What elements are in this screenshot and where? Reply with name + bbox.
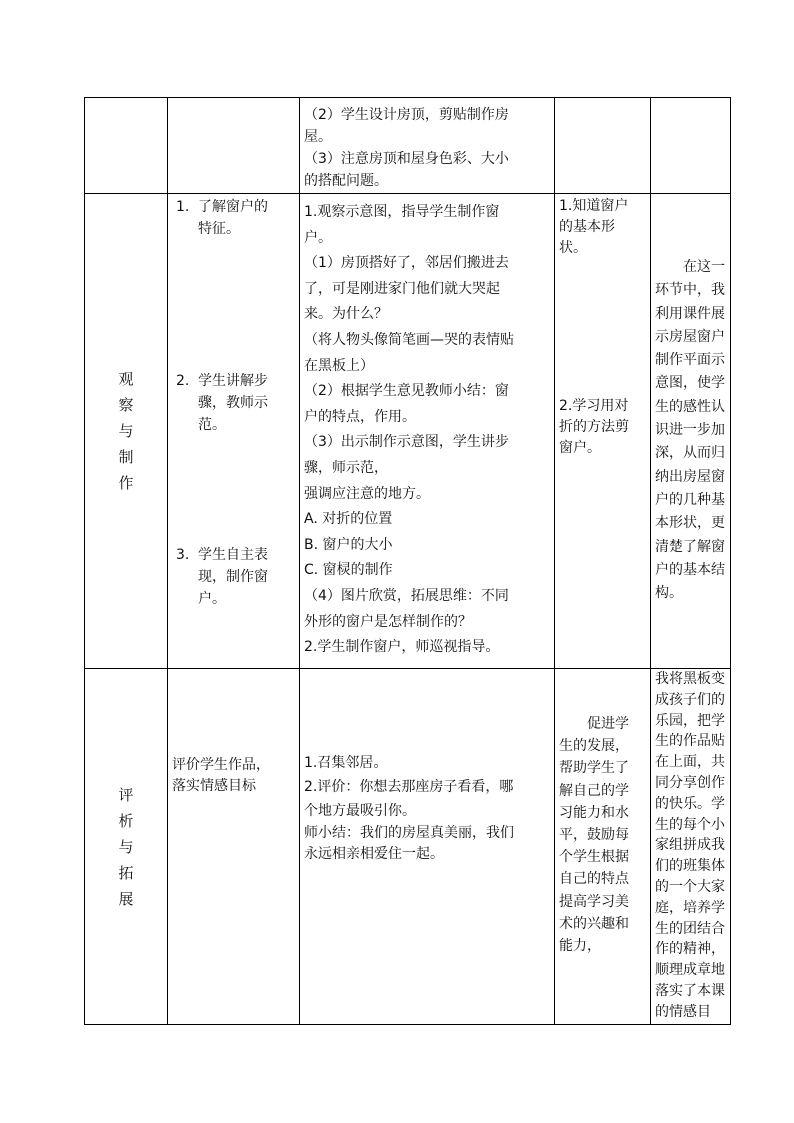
note-line: 生的团结合	[655, 920, 725, 937]
activity-line: 2.评价：你想去那座房子看看，哪	[304, 779, 514, 795]
activity-line: （2）根据学生意见教师小结：窗	[304, 383, 509, 400]
goal-line: 现，制作窗	[198, 569, 268, 585]
activity-line: C. 窗棂的制作	[304, 562, 393, 579]
intent-line: 1.知道窗户	[559, 198, 629, 214]
goal-item	[176, 370, 295, 436]
goal-line: 特征。	[198, 221, 240, 237]
activity-line: 的搭配问题。	[304, 173, 388, 189]
table-row	[85, 669, 731, 1025]
activity-line: B. 窗户的大小	[304, 536, 393, 553]
note-line: 的情感目	[655, 1003, 711, 1020]
note-line: 我将黑板变	[655, 671, 725, 687]
activity-line: 强调应注意的地方。	[304, 485, 430, 502]
section-title-char: 与	[118, 837, 134, 856]
note-line: 识进一步加	[655, 422, 725, 439]
intent-line: 提高学习美	[559, 893, 629, 910]
activity-line: 户。	[304, 229, 332, 246]
note-line: 本形状，更	[655, 515, 725, 532]
intent-line: 窗户。	[559, 440, 601, 456]
intent-item	[559, 196, 646, 259]
note-line: 清楚了解窗	[655, 538, 725, 555]
activity-line: 屋。	[304, 129, 332, 145]
notes-cell	[651, 98, 731, 194]
intent-line: 促进学	[587, 716, 629, 732]
activity-line: 个地方最吸引你。	[304, 803, 416, 819]
activity-line: （4）图片欣赏，拓展思维：不同	[304, 587, 509, 604]
activity-line: 1.召集邻居。	[304, 755, 388, 771]
intent-cell	[555, 669, 651, 1025]
intent-line: 术的兴趣和	[559, 915, 629, 932]
intent-item	[559, 396, 646, 459]
note-line: 在这一	[683, 259, 725, 275]
note-line: 意图，使学	[655, 375, 725, 392]
note-line: 家组拼成我	[655, 837, 725, 854]
table-row	[85, 98, 731, 194]
section-title-cell	[85, 194, 168, 669]
intent-line: 状。	[559, 240, 587, 256]
note-line: 在上面，共	[655, 754, 725, 771]
intent-line: 折的方法剪	[559, 419, 629, 435]
note-line: 利用课件展	[655, 305, 725, 322]
intent-line: 自己的特点	[559, 871, 629, 888]
activities-cell	[300, 98, 555, 194]
note-line: 成孩子们的	[655, 691, 725, 708]
activity-line: 在黑板上）	[304, 357, 374, 374]
note-line: 深，从而归	[655, 445, 725, 462]
note-line: 户的几种基	[655, 491, 725, 508]
note-line: 生的作品贴	[655, 733, 725, 750]
activities-cell	[300, 669, 555, 1025]
note-line: 纳出房屋窗	[655, 468, 725, 485]
note-line: 生的感性认	[655, 398, 725, 415]
intent-line: 帮助学生了	[559, 760, 629, 777]
note-line: 制作平面示	[655, 352, 725, 369]
activity-line: （3）出示制作示意图，学生讲步	[304, 434, 509, 451]
lesson-plan-table	[84, 97, 731, 1025]
goal-item	[176, 196, 295, 240]
goal-line: 学生自主表	[198, 547, 268, 563]
activity-line: （3）注意房顶和屋身色彩、大小	[304, 151, 509, 167]
goal-item	[176, 544, 295, 610]
section-title-char: 展	[118, 889, 134, 908]
activities-cell	[300, 194, 555, 669]
goal-line: 骤，教师示	[198, 395, 268, 411]
activity-line: 骤，师示范，	[304, 459, 388, 476]
section-cell	[85, 98, 168, 194]
activity-line: 师小结：我们的房屋真美丽，我们	[304, 825, 514, 841]
activity-line: 2.学生制作窗户，师巡视指导。	[304, 639, 500, 656]
section-title-char: 察	[118, 396, 134, 414]
goal-line: 评价学生作品，	[172, 757, 270, 773]
note-line: 户的基本结	[655, 561, 725, 578]
note-line: 环节中，我	[655, 282, 725, 299]
note-line: 示房屋窗户	[655, 328, 725, 345]
section-title-char: 制	[118, 448, 134, 466]
goal-number: 3.	[176, 547, 190, 563]
note-line: 的一个大家	[655, 878, 725, 895]
intent-cell	[555, 98, 651, 194]
intent-line: 习能力和水	[559, 804, 629, 821]
section-title-char: 析	[118, 811, 134, 830]
activity-line: 了，可是刚进家门他们就大哭起	[304, 280, 500, 297]
goal-number: 2.	[176, 373, 190, 389]
note-line: 作的精神，	[655, 941, 725, 958]
activity-line: （2）学生设计房顶，剪贴制作房	[304, 107, 509, 123]
notes-cell	[651, 194, 731, 669]
note-line: 顺理成章地	[655, 962, 725, 979]
activity-line: 永远相亲相爱住一起。	[304, 846, 444, 862]
goals-cell	[168, 98, 300, 194]
goal-line: 范。	[198, 417, 226, 433]
goal-line: 户。	[198, 591, 226, 607]
section-title-char: 与	[118, 422, 134, 440]
intent-line: 能力，	[559, 938, 601, 955]
goal-line: 了解窗户的	[198, 199, 268, 215]
goal-number: 1.	[176, 199, 190, 215]
notes-cell	[651, 669, 731, 1025]
goals-cell	[168, 669, 300, 1025]
note-line: 的快乐。学	[655, 795, 725, 812]
intent-line: 的基本形	[559, 219, 615, 235]
section-title-char: 评	[118, 785, 134, 804]
intent-line: 生的发展，	[559, 738, 629, 755]
section-title-char: 作	[118, 474, 134, 492]
intent-line: 个学生根据	[559, 849, 629, 866]
section-title-char: 拓	[118, 863, 134, 882]
activity-line: 外形的窗户是怎样制作的？	[304, 613, 472, 630]
note-line: 同分享创作	[655, 774, 725, 791]
table-row	[85, 194, 731, 669]
activity-line: （1）房顶搭好了，邻居们搬进去	[304, 255, 509, 272]
note-line: 庭，培养学	[655, 899, 725, 916]
intent-line: 平，鼓励每	[559, 827, 629, 844]
note-line: 乐园，把学	[655, 712, 725, 729]
activity-line: （将人物头像简笔画—哭的表情贴	[304, 331, 514, 348]
goal-line: 落实情感目标	[172, 778, 256, 794]
activity-line: 户的特点，作用。	[304, 408, 416, 425]
intent-line: 解自己的学	[559, 782, 629, 799]
section-title-cell	[85, 669, 168, 1025]
goal-line: 学生讲解步	[198, 373, 268, 389]
goals-cell	[168, 194, 300, 669]
note-line: 们的班集体	[655, 858, 725, 875]
intent-line: 2.学习用对	[559, 398, 629, 414]
note-line: 落实了本课	[655, 982, 725, 999]
note-line: 构。	[655, 585, 683, 602]
intent-cell	[555, 194, 651, 669]
note-line: 生的每个小	[655, 816, 725, 833]
activity-line: 1.观察示意图，指导学生制作窗	[304, 204, 500, 220]
activity-line: A. 对折的位置	[304, 511, 393, 528]
activity-line: 来。为什么？	[304, 306, 388, 323]
section-title-char: 观	[118, 370, 134, 388]
